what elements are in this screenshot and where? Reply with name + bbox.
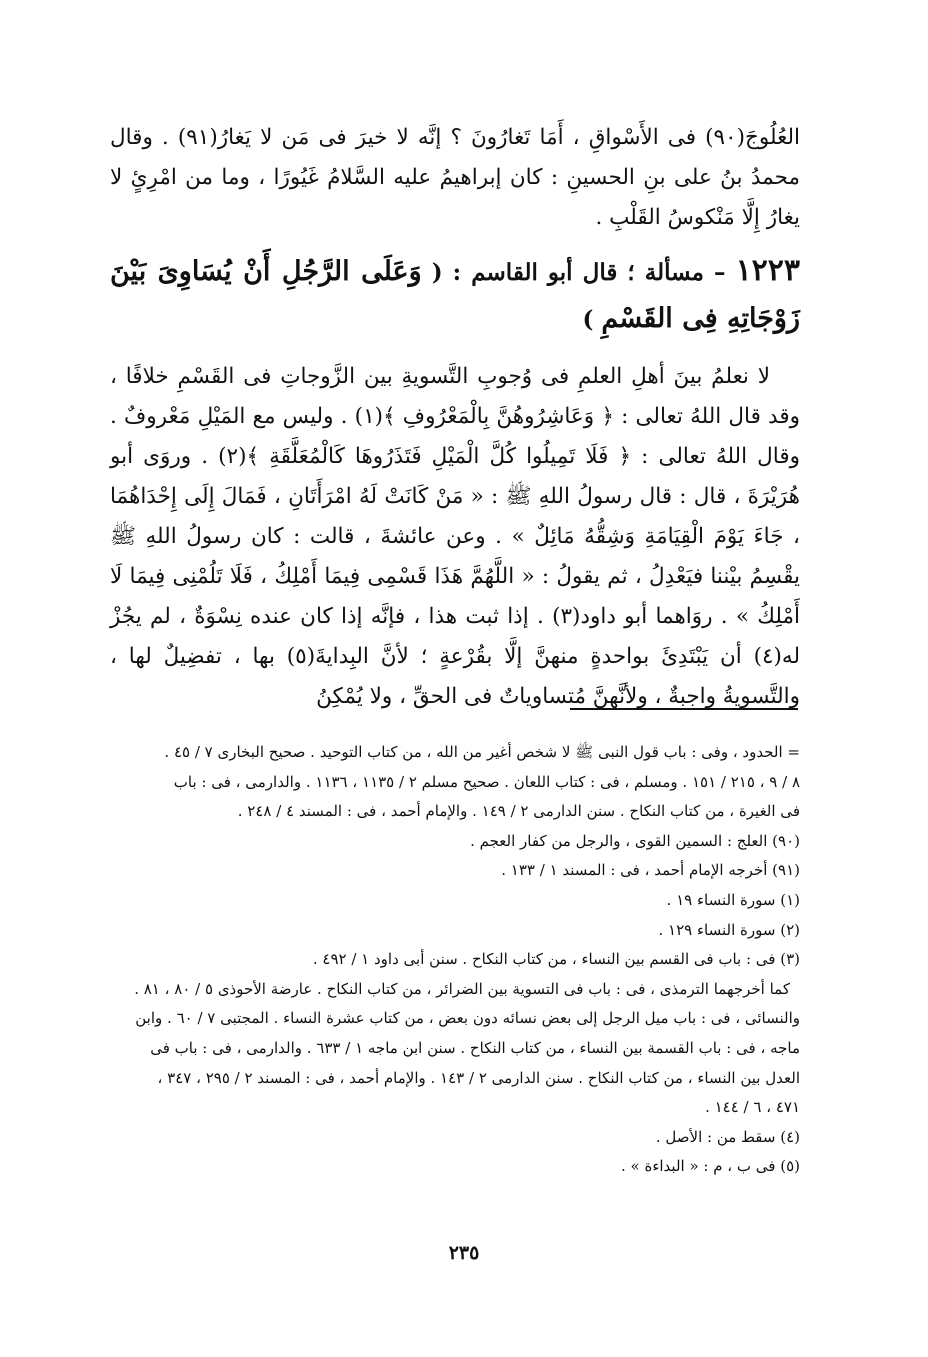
footnote-line: = الحدود ، وفى : باب قول النبى ﷺ لا شخص أغير من الله ، من كتاب التوحيد . صحيح البخارى ٧ / ٤٥ . — [164, 743, 800, 761]
footnote-line: كما أخرجهما الترمذى ، فى : باب فى التسوية بين الضرائر ، من كتاب النكاح . عارضة الأحوذى ٥ / ٨٠ ، ٨١ . — [134, 979, 790, 998]
footnote-line: والنسائى ، فى : باب ميل الرجل إلى بعض نسائه دون بعض ، من كتاب عشرة النساء . المجتبى ٧ / ٦٠ . وابن — [135, 1009, 800, 1028]
footnote-line: العدل بين النساء ، من كتاب النكاح . سنن الدارمى ٢ / ١٤٣ . والإمام أحمد ، فى : المسند ٢ / ٢٩٥ ، ٣٤٧ ، — [157, 1068, 800, 1087]
footnote-line: (٩٠) العلج : السمين القوى ، والرجل من كفار العجم . — [470, 831, 800, 850]
issue-close: ) — [582, 306, 594, 333]
footnote-line: ٤٧١ ، ٦ / ١٤٤ . — [705, 1098, 800, 1117]
footnote-line: (٩١) أخرجه الإمام أحمد ، فى : المسند ١ / ١٣٣ . — [501, 861, 800, 880]
main-paragraph-1: العُلُوجَ(٩٠) فى الأَسْواقِ ، أَمَا تَغارُونَ ؟ إنَّه لا خيرَ فى مَن لا يَغارُ(٩١) . وقال محمدُ بنُ على بنِ الحسينِ : كان إبراهيمُ عليه السَّلامُ غَيُورًا ، وما من امْرِئٍ لا يغارُ إِلَّا مَنْكوسُ القَلْبِ . — [110, 125, 800, 230]
footnote-separator — [570, 708, 798, 710]
footnotes-block — [110, 738, 800, 1182]
footnote-line: (٢) سورة النساء ١٢٩ . — [658, 920, 800, 939]
footnote-line: فى الغيرة ، من كتاب النكاح . سنن الدارمى ٢ / ١٤٩ . والإمام أحمد ، فى : المسند ٤ / ٢٤٨ . — [237, 802, 800, 821]
footnote-line: (١) سورة النساء ١٩ . — [666, 890, 800, 909]
issue-quote: وَعَلَى الرَّجُلِ أَنْ يُسَاوِىَ بَيْنَ زَوْجَاتِهِ فِى القَسْمِ — [110, 256, 800, 334]
footnote-line: (٣) فى : باب فى القسم بين النساء ، من كتاب النكاح . سنن أبى داود ١ / ٤٩٢ . — [312, 950, 800, 969]
footnote-line: ٨ / ٩ ، ٢١٥ / ١٥١ . ومسلم ، فى : كتاب اللعان . صحيح مسلم ٢ / ١١٣٥ ، ١١٣٦ . والدارمى ، فى : باب — [173, 772, 800, 791]
issue-intro: – مسألة ؛ قال أبو القاسم : ( — [431, 259, 726, 286]
footnote-line: (٥) فى ب ، م : « البداءة » . — [620, 1157, 800, 1176]
footnote-line: (٤) سقط من : الأصل . — [655, 1127, 800, 1146]
footnote-line: ماجه ، فى : باب القسمة بين النساء ، من كتاب النكاح . سنن ابن ماجه ١ / ٦٣٣ . والدارمى ، فى : باب فى — [150, 1038, 800, 1057]
main-paragraph-2: لا نعلمُ بينَ أهلِ العلمِ فى وُجوبِ التَّسويةِ بين الزَّوجاتِ فى القَسْمِ خلافًا ، وقد قال اللهُ تعالى : ﴿ وَعَاشِرُوهُنَّ بِالْمَعْرُوفِ ﴾(١) . وليس مع المَيْلِ مَعْروفٌ . وقال اللهُ تعالى : ﴿ فَلَا تَمِيلُوا كُلَّ الْمَيْلِ فَتَذَرُوهَا كَالْمُعَلَّقَةِ ﴾(٢) . وروَى أبو هُرَيْرَةَ ، قال : قال رسولُ اللهِ ﷺ : « مَنْ كَانَتْ لَهُ امْرَأَتَانِ ، فَمَالَ إِلَى إِحْدَاهُمَا ، جَاءَ يَوْمَ الْقِيَامَةِ وَشِقُّهُ مَائِلٌ » . وعن عائشةَ ، قالت : كان رسولُ اللهِ ﷺ يقْسِمُ بيْننا فيَعْدِلُ ، ثم يقولُ : « اللَّهُمَّ هَذَا قَسْمِى فِيمَا أَمْلِكُ ، فَلَا تَلُمْنِى فِيمَا لَا أَمْلِكُ » . روَاهما أبو داود(٣) . إذا ثبت هذا ، فإنَّه إذا كان عنده نِسْوَةٌ ، لم يجُزْ له(٤) أن يَبْتَدِئَ بواحدةٍ منهنَّ إلَّا بقُرْعةٍ ؛ لأنَّ البِدايةَ(٥) بها ، تفضِيلٌ لها ، والتَّسويةُ واجبةٌ ، ولأنَّهنَّ مُتساوياتٌ فى الحقِّ ، ولا يُمْكِنُ — [110, 364, 800, 709]
issue-heading — [110, 248, 800, 343]
issue-number: ١٢٢٣ — [735, 253, 801, 288]
main-text-block — [110, 118, 800, 717]
page-number: ٢٣٥ — [448, 1242, 480, 1264]
